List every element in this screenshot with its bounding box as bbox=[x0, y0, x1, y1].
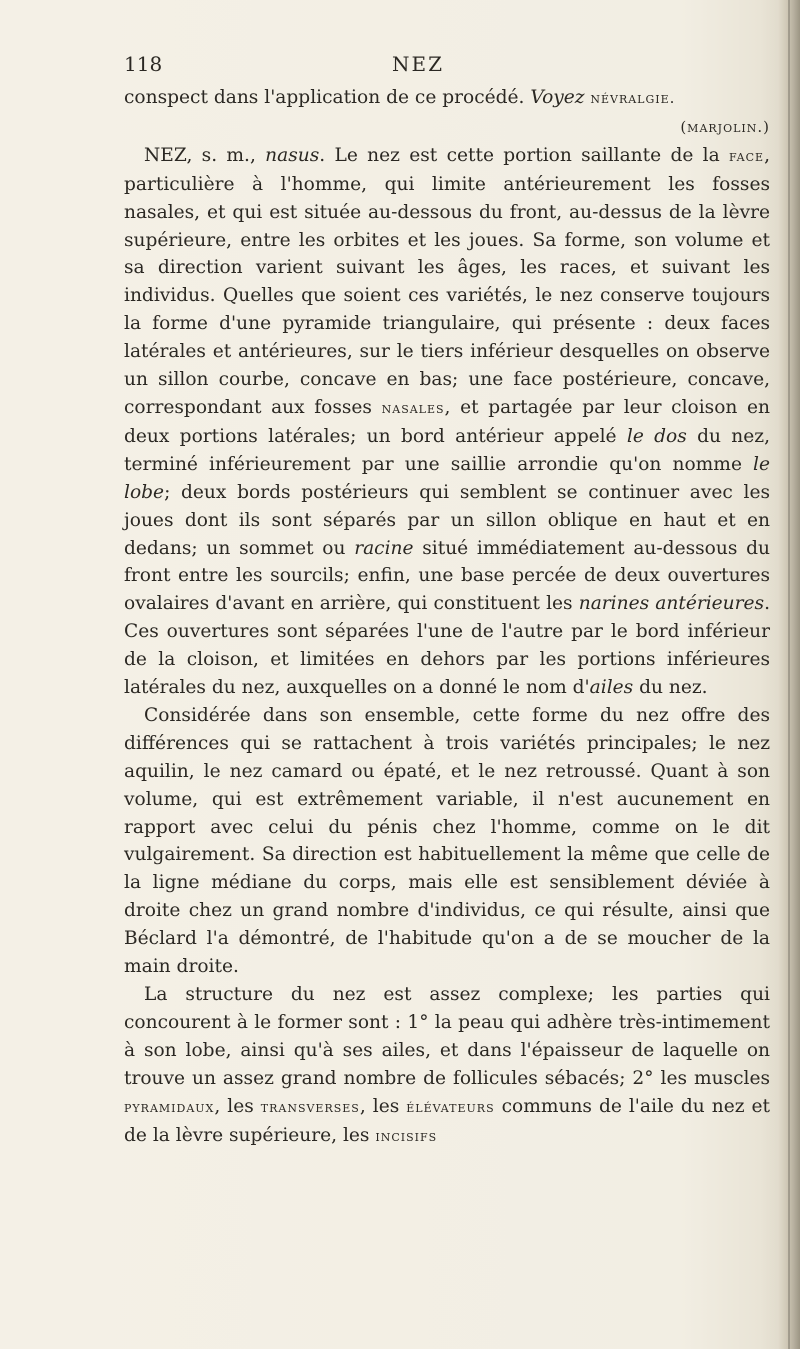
text-segment: , les bbox=[359, 1095, 407, 1117]
text-segment: NEZ bbox=[144, 144, 187, 166]
text-segment: névralgie. bbox=[584, 89, 676, 107]
text-segment: nasus bbox=[265, 144, 320, 166]
body-text bbox=[124, 84, 770, 1150]
text-segment: . Ces ouvertures sont séparées l'une de l'autre par le bord inférieur de la cloison, et limitées en dehors par les portions inférieures latérales du nez, auxquelles on a donné le nom d' bbox=[124, 593, 770, 699]
text-segment: incisifs bbox=[375, 1126, 438, 1145]
paragraph-varieties bbox=[124, 702, 770, 981]
text-segment: communs de l'aile du nez et de la lèvre supérieure, les bbox=[124, 1095, 770, 1146]
text-segment: , les bbox=[214, 1095, 261, 1117]
paragraph-definition bbox=[124, 142, 770, 702]
page-number: 118 bbox=[124, 52, 163, 76]
text-segment: ; deux bords postérieurs qui semblent se continuer avec les joues dont ils sont séparés par un sillon oblique en haut et en dedans; un sommet ou bbox=[124, 481, 770, 559]
running-head bbox=[124, 52, 684, 80]
text-segment: , particulière à l'homme, qui limite antérieurement les fosses nasales, et qui est située au-dessous du front, au-dessus de la lèvre supérieure, entre les orbites et les joues. Sa forme, son volume et sa direction varient suivant les âges, les races, et suivant les individus. Quelles que soient ces variétés, le nez conserve toujours la forme d'une pyramide triangulaire, qui présente : deux faces latérales et antérieures, sur le tiers inférieur desquelles on observe un sillon courbe, concave en bas; une face postérieure, concave, correspondant aux fosses bbox=[124, 144, 770, 418]
text-segment: le dos bbox=[626, 425, 687, 447]
text-segment: transverses bbox=[260, 1097, 360, 1116]
paragraph-continuation bbox=[124, 84, 770, 113]
page-edge-line bbox=[788, 0, 790, 1349]
text-segment: du nez, terminé inférieurement par une saillie arrondie qu'on nomme bbox=[124, 425, 770, 475]
paragraph-structure bbox=[124, 981, 770, 1150]
running-title: NEZ bbox=[392, 52, 444, 76]
text-segment: nasales bbox=[381, 398, 445, 417]
text-segment: racine bbox=[354, 537, 414, 559]
text-segment: face bbox=[729, 146, 765, 165]
text-segment: Voyez bbox=[530, 87, 585, 108]
text-segment: , s. m., bbox=[186, 144, 266, 166]
text-segment: (marjolin.) bbox=[680, 117, 770, 136]
text-segment: ailes bbox=[589, 677, 634, 699]
text-segment: du nez. bbox=[633, 677, 708, 699]
text-segment: La structure du nez est assez complexe; les parties qui concourent à le former sont : 1° la peau qui adhère très-intimement à son lobe, ainsi qu'à ses ailes, et dans l'épaisseur de laquelle on trouve un assez grand nombre de follicules sébacés; 2° les muscles bbox=[124, 984, 770, 1089]
text-segment: narines antérieures bbox=[578, 593, 765, 615]
text-segment: le lobe bbox=[124, 453, 770, 503]
text-segment: , et partagée par leur cloison en deux portions latérales; un bord antérieur appelé bbox=[124, 396, 771, 447]
text-segment: élévateurs bbox=[406, 1097, 495, 1116]
text-segment: . Le nez est cette portion saillante de la bbox=[319, 144, 729, 166]
text-segment: pyramidaux bbox=[124, 1097, 215, 1116]
text-segment: Considérée dans son ensemble, cette forme du nez offre des différences qui se rattachent à trois variétés principales; le nez aquilin, le nez camard ou épaté, et le nez retroussé. Quant à son volume, qui est extrêmement variable, il n'est aucunement en rapport avec celui du pénis chez l'homme, comme on le dit vulgairement. Sa direction est habituellement la même que celle de la ligne médiane du corps, mais elle est sensiblement déviée à droite chez un grand nombre d'individus, ce qui résulte, ainsi que Béclard l'a démontré, de l'habitude qu'on a de se moucher de la main droite. bbox=[124, 704, 770, 978]
text-segment: conspect dans l'application de ce procédé. bbox=[124, 87, 531, 108]
text-segment: situé immédiatement au-dessous du front entre les sourcils; enfin, une base percée de deux ouvertures ovalaires d'avant en arrière, qui constituent les bbox=[124, 537, 770, 615]
author-signature bbox=[124, 113, 770, 142]
